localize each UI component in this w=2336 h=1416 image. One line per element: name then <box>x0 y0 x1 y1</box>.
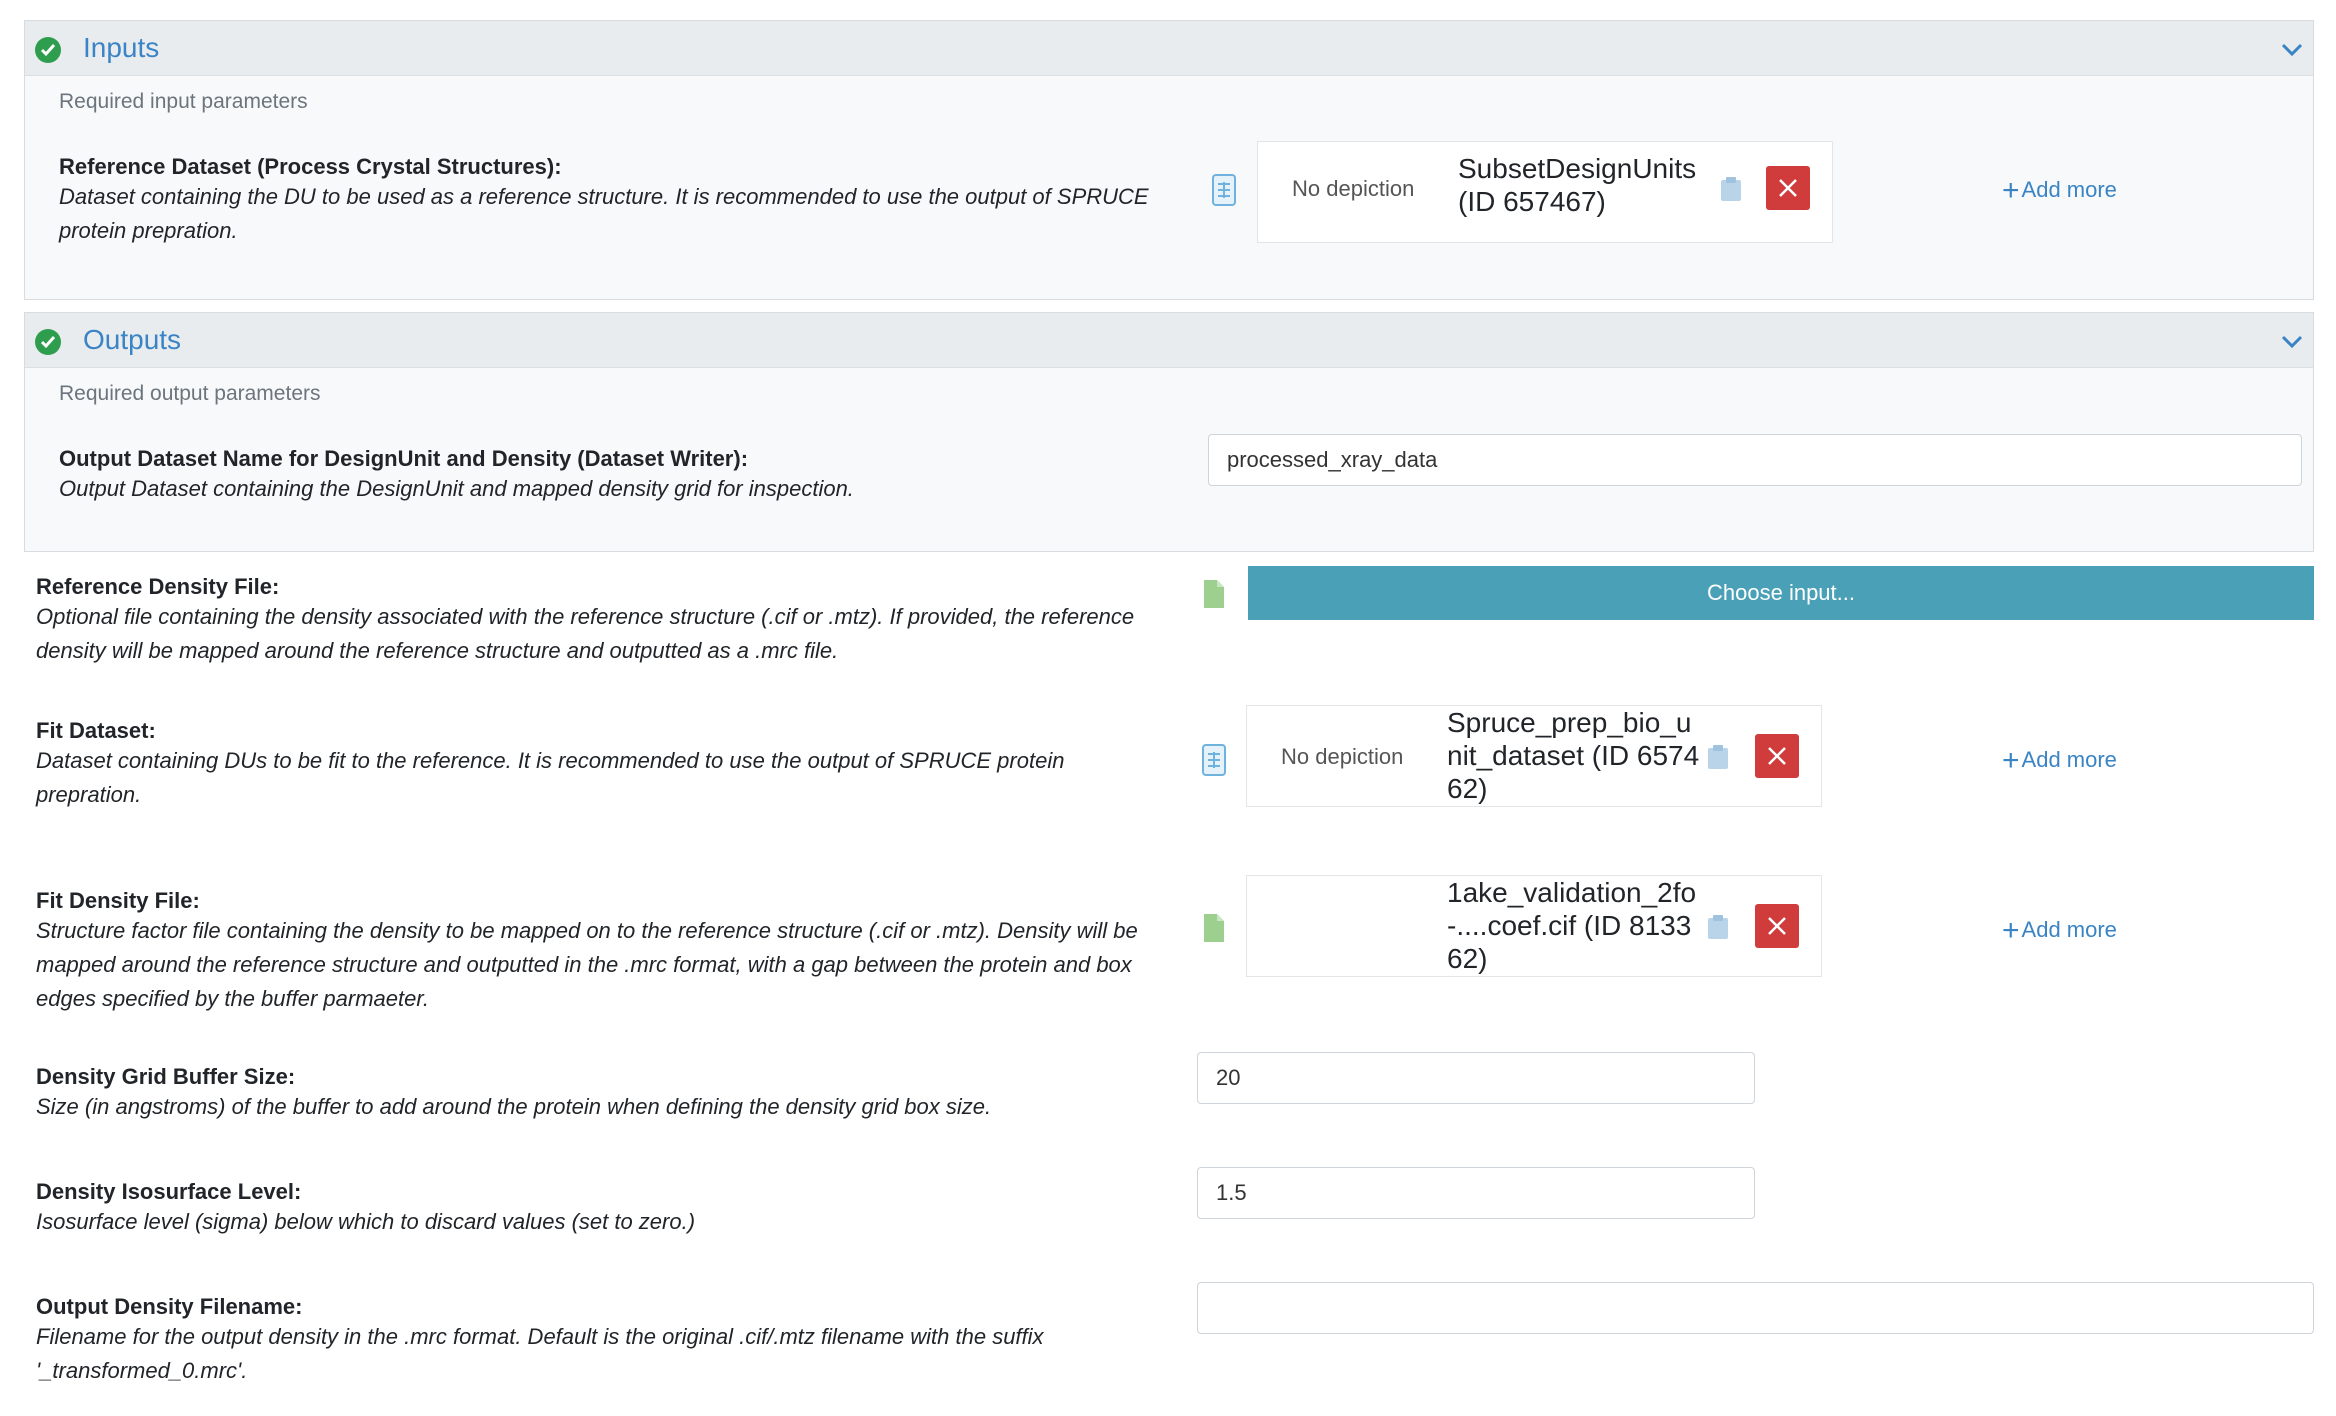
check-circle-icon <box>35 37 61 63</box>
outputs-note: Required output parameters <box>59 382 321 405</box>
output-dataset-name-input[interactable]: processed_xray_data <box>1208 434 2302 486</box>
fit-dataset-label: Fit Dataset: <box>36 718 156 743</box>
clipboard-icon[interactable] <box>1707 744 1729 775</box>
file-icon <box>1202 578 1226 615</box>
reference-dataset-card <box>1257 141 1833 243</box>
add-more-label: Add more <box>2021 747 2117 772</box>
fit-dataset-description: Dataset containing DUs to be fit to the reference. It is recommended to use the output of SPRUCE protein prepration. <box>36 748 1065 807</box>
output-filename-description: Filename for the output density in the .mrc format. Default is the original .cif/.mtz filename with the suffix '_transformed_0.mrc'. <box>36 1324 1044 1383</box>
add-more-link[interactable] <box>2002 174 2117 208</box>
isosurface-input[interactable]: 1.5 <box>1197 1167 1755 1219</box>
reference-dataset-label: Reference Dataset (Process Crystal Structures): <box>59 154 562 179</box>
output-filename-param <box>36 1294 1156 1388</box>
reference-dataset-name <box>1458 152 1696 218</box>
isosurface-description: Isosurface level (sigma) below which to discard values (set to zero.) <box>36 1209 696 1234</box>
fit-density-name <box>1447 876 1696 975</box>
isosurface-label: Density Isosurface Level: <box>36 1179 302 1204</box>
buffer-size-description: Size (in angstroms) of the buffer to add around the protein when defining the density grid box size. <box>36 1094 992 1119</box>
remove-button[interactable] <box>1755 904 1799 948</box>
add-more-label: Add more <box>2021 177 2117 202</box>
reference-density-param <box>36 574 1156 668</box>
dataset-name-line: 62) <box>1447 773 1488 804</box>
plus-icon: + <box>2002 744 2020 777</box>
dataset-name-line: Spruce_prep_bio_u <box>1447 707 1692 738</box>
dataset-id-line: (ID 657467) <box>1458 186 1606 217</box>
check-circle-icon <box>35 329 61 355</box>
inputs-header[interactable] <box>25 21 2313 76</box>
outputs-title[interactable]: Outputs <box>83 324 182 355</box>
inputs-section <box>24 20 2314 300</box>
isosurface-param <box>36 1179 1156 1239</box>
fit-density-card <box>1246 875 1822 977</box>
fit-dataset-name <box>1447 706 1699 805</box>
dataset-name-line: 62) <box>1447 943 1488 974</box>
dataset-name-line: nit_dataset (ID 6574 <box>1447 740 1700 771</box>
dataset-name-line: SubsetDesignUnits <box>1458 153 1697 184</box>
file-icon <box>1202 912 1226 949</box>
fit-dataset-card <box>1246 705 1822 807</box>
plus-icon: + <box>2002 174 2020 207</box>
fit-dataset-param <box>36 718 1156 812</box>
output-filename-label: Output Density Filename: <box>36 1294 303 1319</box>
buffer-size-input[interactable]: 20 <box>1197 1052 1755 1104</box>
clipboard-icon[interactable] <box>1720 176 1742 207</box>
add-more-link[interactable] <box>2002 744 2117 778</box>
add-more-link[interactable] <box>2002 914 2117 948</box>
buffer-size-param <box>36 1064 1156 1124</box>
output-dataset-description: Output Dataset containing the DesignUnit and mapped density grid for inspection. <box>59 476 854 501</box>
output-dataset-param <box>59 446 1159 506</box>
dataset-name-line: 1ake_validation_2fo <box>1447 877 1697 908</box>
add-more-label: Add more <box>2021 917 2117 942</box>
outputs-header[interactable] <box>25 313 2313 368</box>
fit-density-param <box>36 888 1156 1016</box>
no-depiction-text: No depiction <box>1281 744 1404 769</box>
buffer-size-label: Density Grid Buffer Size: <box>36 1064 296 1089</box>
output-dataset-label: Output Dataset Name for DesignUnit and Density (Dataset Writer): <box>59 446 749 471</box>
reference-dataset-param <box>59 154 1159 248</box>
remove-button[interactable] <box>1755 734 1799 778</box>
dataset-icon[interactable] <box>1212 174 1236 211</box>
output-filename-input[interactable] <box>1197 1282 2314 1334</box>
reference-dataset-description: Dataset containing the DU to be used as a reference structure. It is recommended to use the output of SPRUCE protein prepration. <box>59 184 1149 243</box>
remove-button[interactable] <box>1766 166 1810 210</box>
dataset-name-line: -....coef.cif (ID 8133 <box>1447 910 1692 941</box>
plus-icon: + <box>2002 914 2020 947</box>
clipboard-icon[interactable] <box>1707 914 1729 945</box>
choose-input-button[interactable]: Choose input... <box>1248 566 2314 620</box>
inputs-title[interactable]: Inputs <box>83 32 160 63</box>
chevron-down-icon[interactable] <box>2281 43 2303 62</box>
outputs-section <box>24 312 2314 552</box>
reference-density-label: Reference Density File: <box>36 574 280 599</box>
inputs-note: Required input parameters <box>59 90 308 113</box>
chevron-down-icon[interactable] <box>2281 335 2303 354</box>
fit-density-description: Structure factor file containing the density to be mapped on to the reference structure (.cif or .mtz). Density will be mapped around the reference structure and outputted in the .mrc format, with a gap between the protein and box edges specified by the buffer parmaeter. <box>36 918 1138 1011</box>
dataset-icon[interactable] <box>1202 744 1226 781</box>
fit-density-label: Fit Density File: <box>36 888 200 913</box>
reference-density-description: Optional file containing the density associated with the reference structure (.cif or .mtz). If provided, the reference density will be mapped around the reference structure and outputted as a .mrc file. <box>36 604 1135 663</box>
no-depiction-text: No depiction <box>1292 176 1415 201</box>
